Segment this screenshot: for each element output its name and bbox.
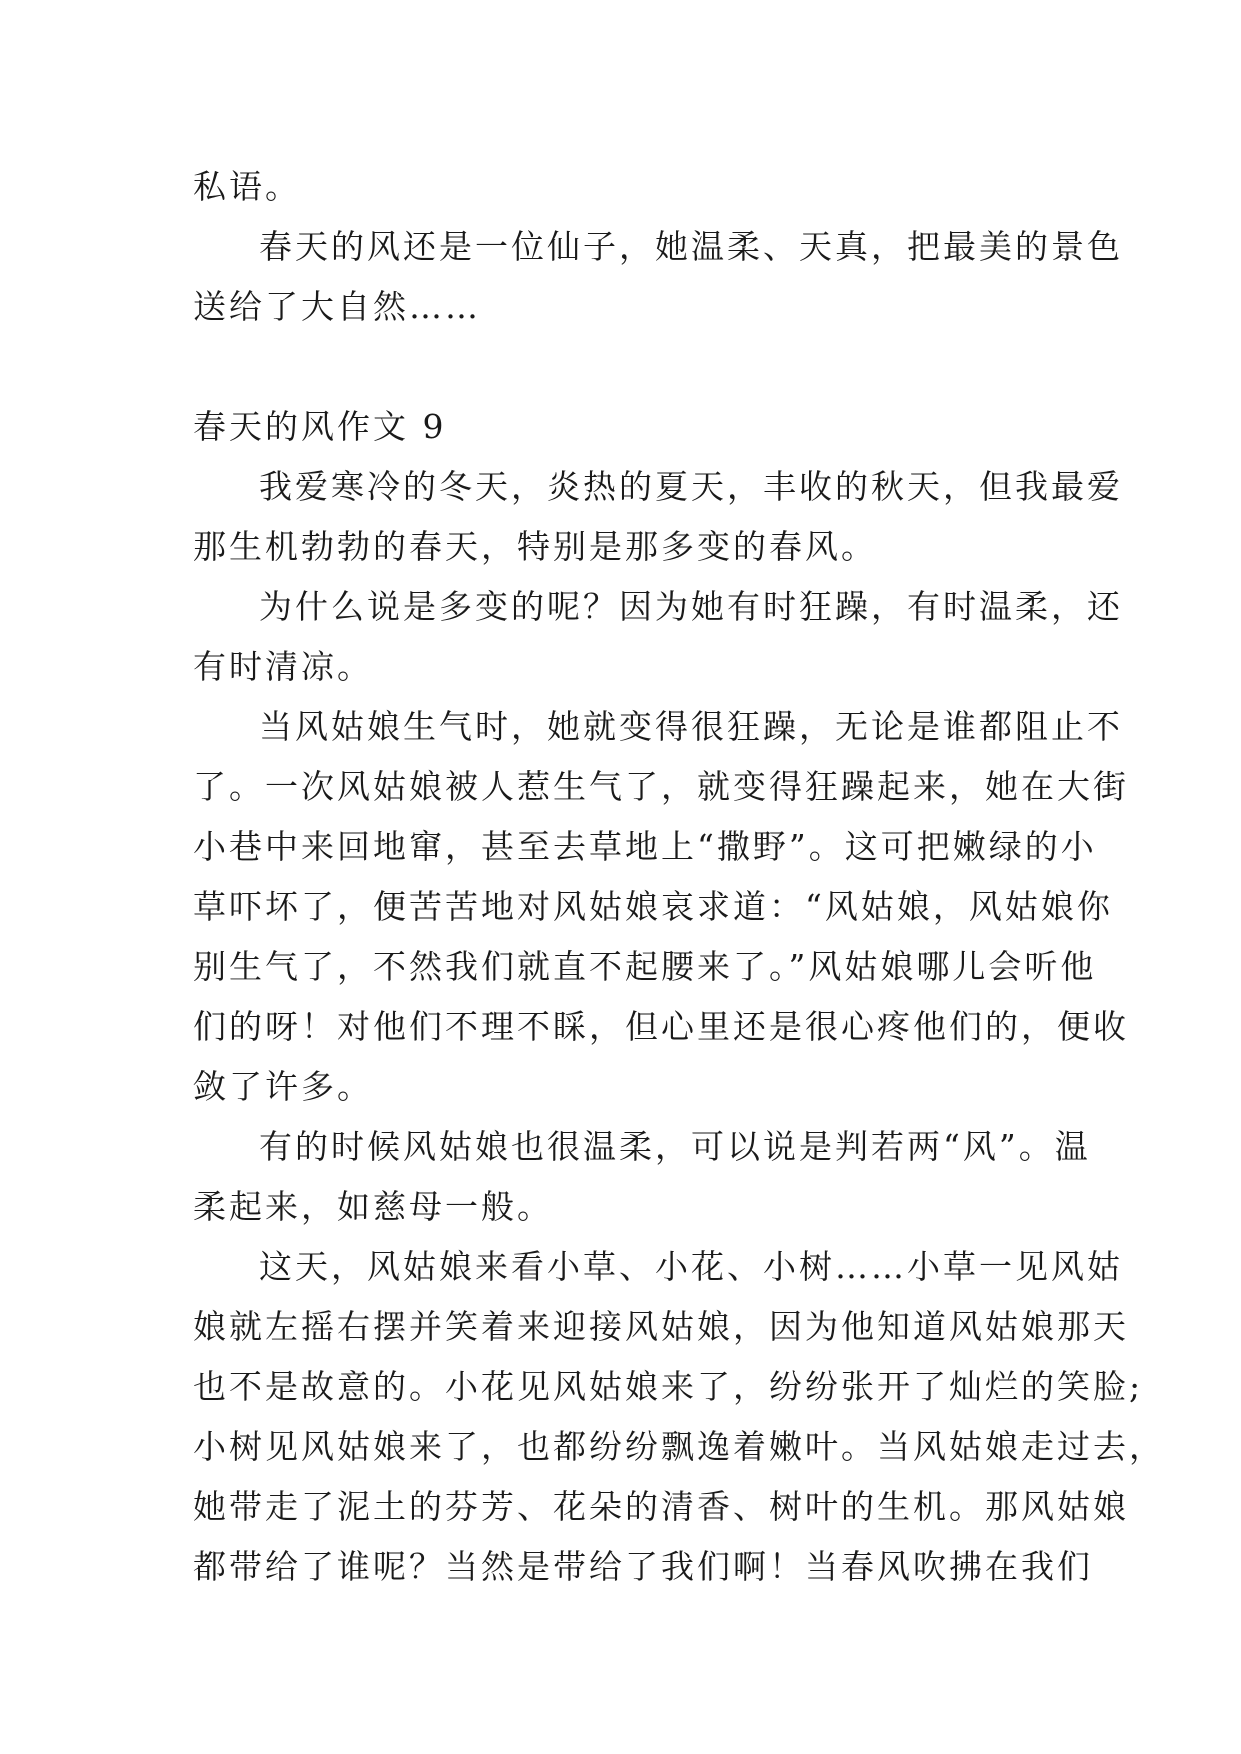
- section-title: 春天的风作文 9: [193, 407, 447, 446]
- text-line: 小巷中来回地窜，甚至去草地上“撒野”。这可把嫩绿的小: [193, 827, 1097, 866]
- text-line: 们的呀！对他们不理不睬，但心里还是很心疼他们的，便收: [193, 1007, 1129, 1046]
- text-line: 私语。: [193, 167, 301, 206]
- paragraph-first-line: 我爱寒冷的冬天，炎热的夏天，丰收的秋天，但我最爱: [259, 467, 1123, 506]
- text-line: 她带走了泥土的芬芳、花朵的清香、树叶的生机。那风姑娘: [193, 1487, 1129, 1526]
- blank-line: [193, 337, 1063, 397]
- text-line: 了。一次风姑娘被人惹生气了，就变得狂躁起来，她在大街: [193, 767, 1129, 806]
- paragraph-first-line: 有的时候风姑娘也很温柔，可以说是判若两“风”。温: [259, 1127, 1091, 1166]
- text-line: 娘就左摇右摆并笑着来迎接风姑娘，因为他知道风姑娘那天: [193, 1307, 1129, 1346]
- text-line: 敛了许多。: [193, 1067, 373, 1106]
- paragraph-first-line: 当风姑娘生气时，她就变得很狂躁，无论是谁都阻止不: [259, 707, 1123, 746]
- text-line: 都带给了谁呢？当然是带给了我们啊！当春风吹拂在我们: [193, 1547, 1093, 1586]
- text-line: 别生气了，不然我们就直不起腰来了。”风姑娘哪儿会听他: [193, 947, 1097, 986]
- document-body: [193, 157, 1165, 1597]
- text-line: 有时清凉。: [193, 647, 373, 686]
- text-line: 也不是故意的。小花见风姑娘来了，纷纷张开了灿烂的笑脸;: [193, 1367, 1144, 1406]
- text-line: 柔起来，如慈母一般。: [193, 1187, 553, 1226]
- text-line: 送给了大自然……: [193, 287, 481, 326]
- text-line: 小树见风姑娘来了，也都纷纷飘逸着嫩叶。当风姑娘走过去，: [193, 1427, 1165, 1466]
- paragraph-first-line: 春天的风还是一位仙子，她温柔、天真，把最美的景色: [259, 227, 1123, 266]
- text-line: 草吓坏了，便苦苦地对风姑娘哀求道：“风姑娘，风姑娘你: [193, 887, 1113, 926]
- paragraph-first-line: 为什么说是多变的呢？因为她有时狂躁，有时温柔，还: [259, 587, 1123, 626]
- text-line: 那生机勃勃的春天，特别是那多变的春风。: [193, 527, 877, 566]
- paragraph-first-line: 这天，风姑娘来看小草、小花、小树……小草一见风姑: [259, 1247, 1123, 1286]
